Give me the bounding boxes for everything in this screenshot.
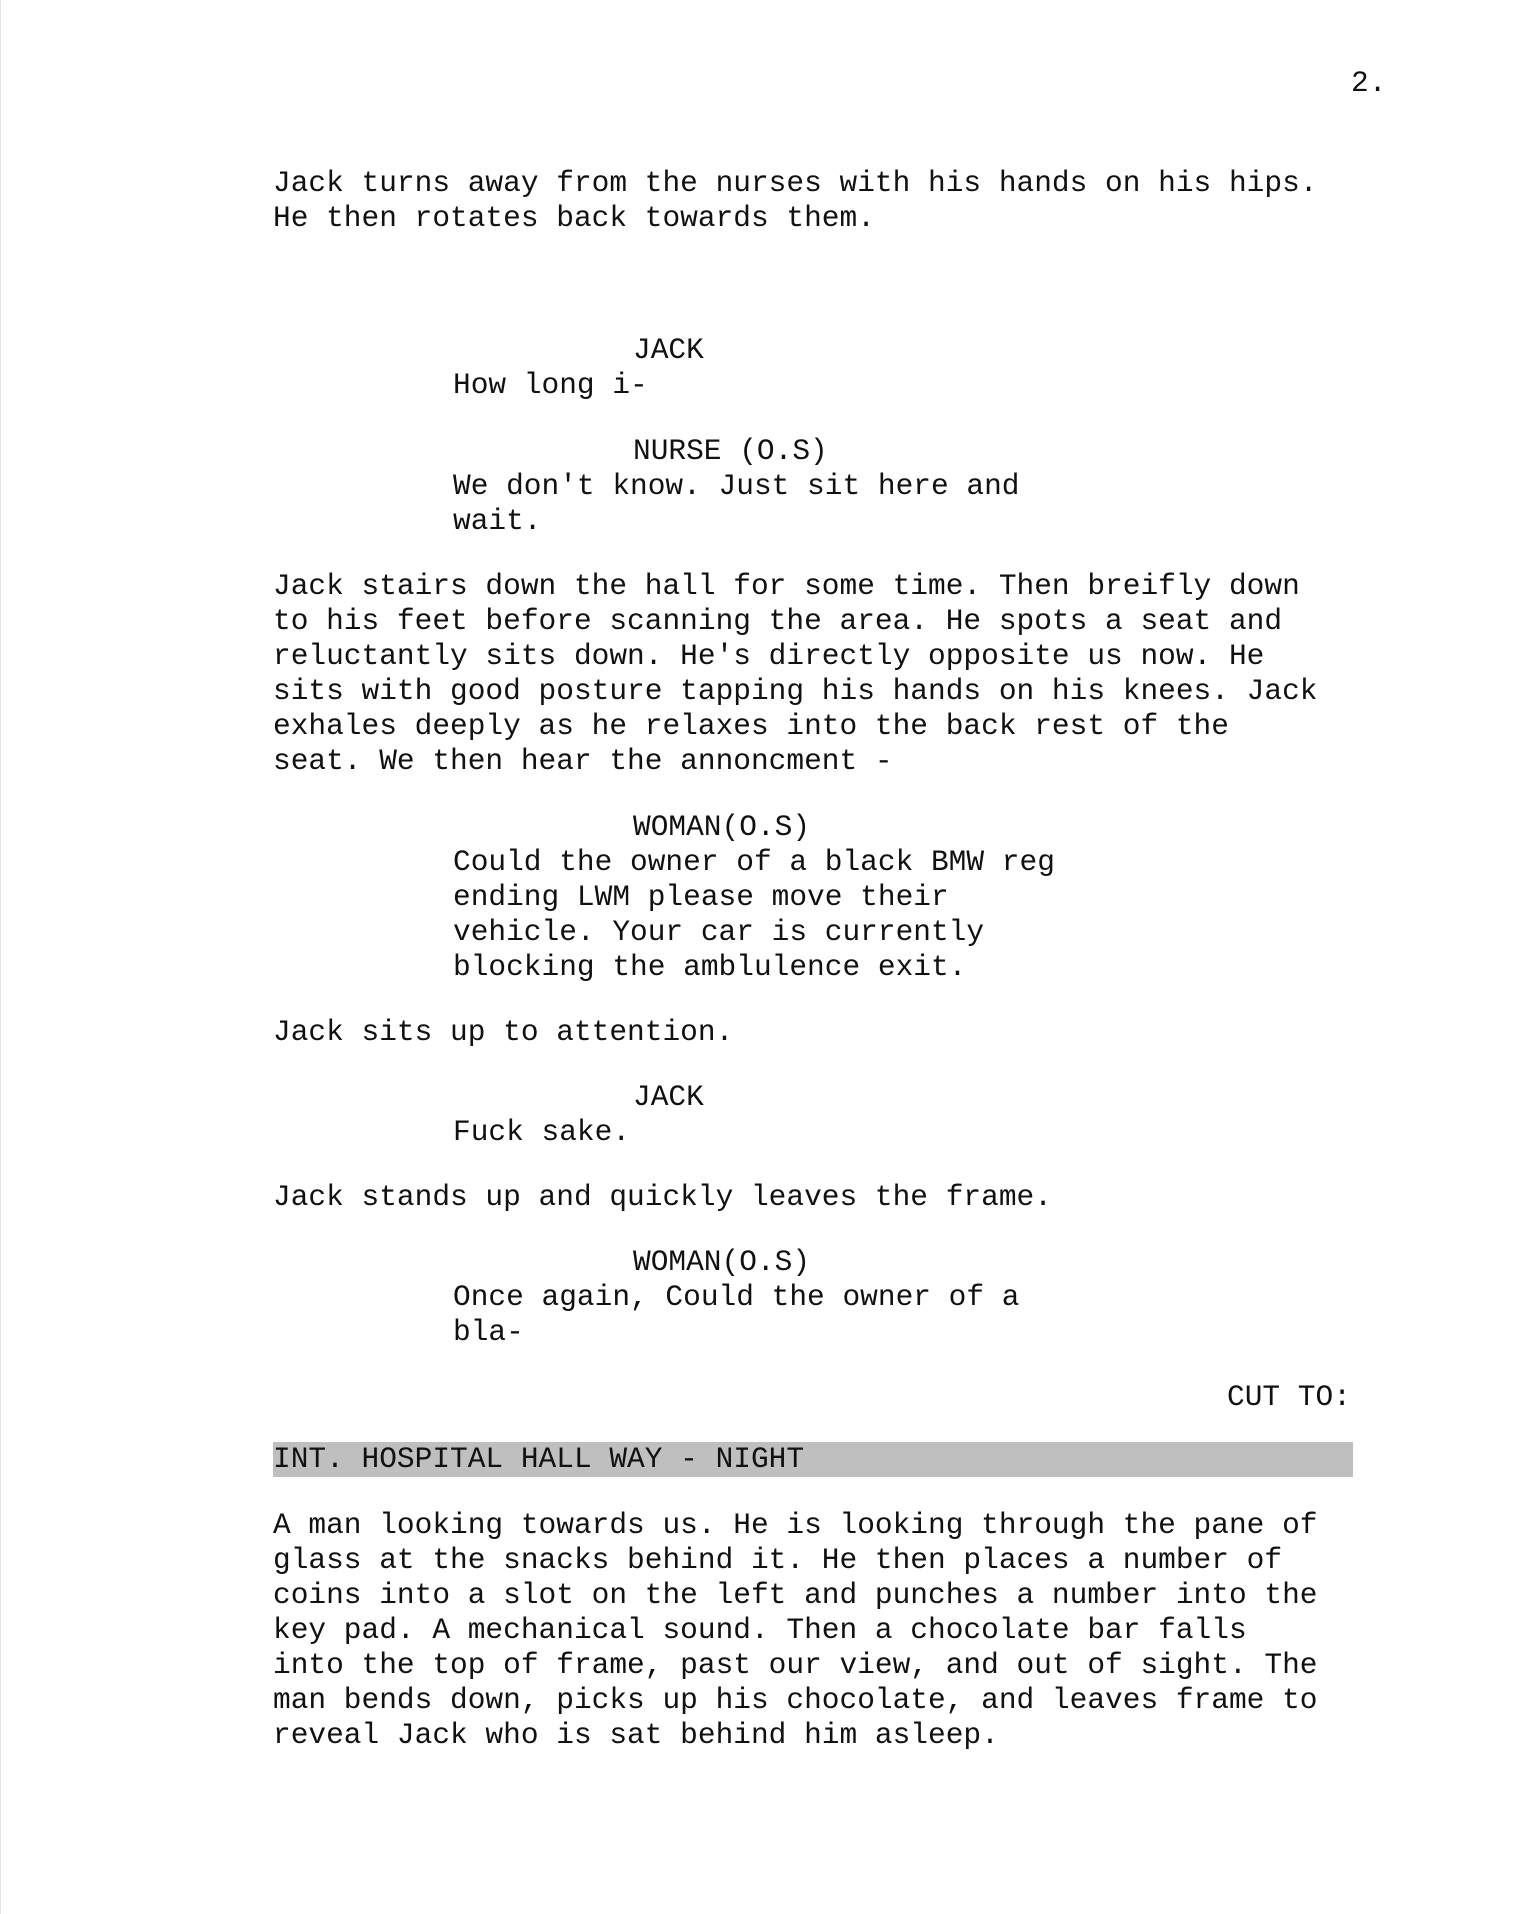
dialogue-line: Could the owner of a black BMW reg <box>453 845 1055 879</box>
action-line: Jack stands up and quickly leaves the frame. <box>273 1180 1052 1214</box>
action-line: into the top of frame, past our view, and out of sight. The <box>273 1648 1318 1682</box>
character-name: NURSE (O.S) <box>633 434 828 468</box>
action-line: seat. We then hear the annoncment - <box>273 744 893 778</box>
action-line: A man looking towards us. He is looking through the pane of <box>273 1508 1318 1542</box>
dialogue-line: Fuck sake. <box>453 1115 631 1149</box>
action-line: man bends down, picks up his chocolate, and leaves frame to <box>273 1683 1318 1717</box>
action-line: coins into a slot on the left and punches a number into the <box>273 1578 1318 1612</box>
action-line: He then rotates back towards them. <box>273 201 875 235</box>
character-name: JACK <box>633 333 704 367</box>
character-name: JACK <box>633 1080 704 1114</box>
character-name: WOMAN(O.S) <box>633 810 811 844</box>
dialogue-line: wait. <box>453 504 542 538</box>
transition: CUT TO: <box>1227 1380 1351 1414</box>
action-line: Jack stairs down the hall for some time. Then breifly down <box>273 569 1300 603</box>
action-line: Jack turns away from the nurses with his hands on his hips. <box>273 166 1318 200</box>
dialogue-line: How long i- <box>453 368 648 402</box>
action-line: glass at the snacks behind it. He then places a number of <box>273 1543 1283 1577</box>
dialogue-line: ending LWM please move their <box>453 880 949 914</box>
dialogue-line: vehicle. Your car is currently <box>453 915 985 949</box>
action-line: Jack sits up to attention. <box>273 1015 734 1049</box>
scene-heading: INT. HOSPITAL HALL WAY - NIGHT <box>273 1442 1353 1477</box>
action-line: reluctantly sits down. He's directly opposite us now. He <box>273 639 1265 673</box>
dialogue-line: We don't know. Just sit here and <box>453 469 1020 503</box>
action-line: exhales deeply as he relaxes into the back rest of the <box>273 709 1229 743</box>
action-line: sits with good posture tapping his hands on his knees. Jack <box>273 674 1318 708</box>
dialogue-line: blocking the amblulence exit. <box>453 950 967 984</box>
action-line: reveal Jack who is sat behind him asleep. <box>273 1718 999 1752</box>
page-number: 2. <box>1351 66 1387 100</box>
dialogue-line: Once again, Could the owner of a <box>453 1280 1020 1314</box>
action-line: to his feet before scanning the area. He spots a seat and <box>273 604 1283 638</box>
action-line: key pad. A mechanical sound. Then a chocolate bar falls <box>273 1613 1247 1647</box>
character-name: WOMAN(O.S) <box>633 1245 811 1279</box>
dialogue-line: bla- <box>453 1315 524 1349</box>
